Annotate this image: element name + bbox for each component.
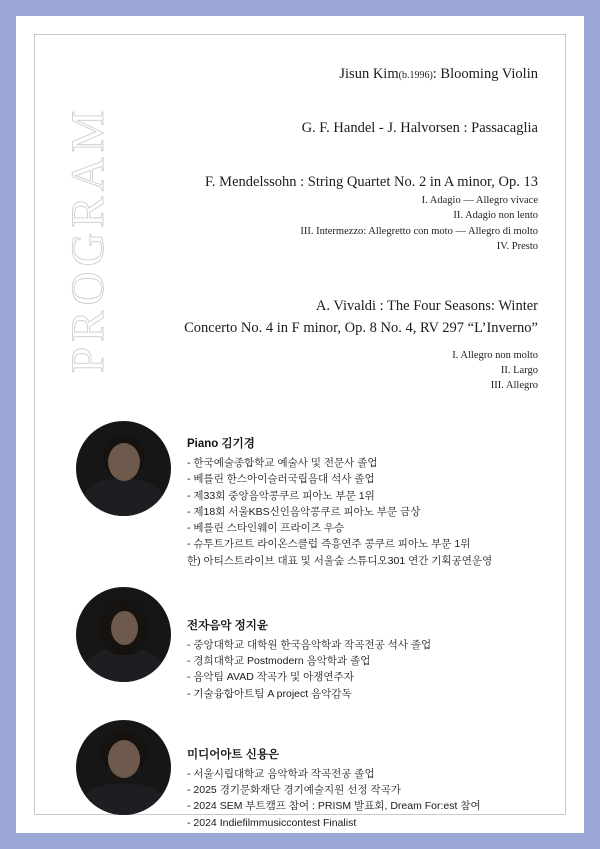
program-item — [108, 64, 538, 86]
piece-title-note: (b.1996) — [398, 70, 433, 81]
performer-bios — [76, 421, 526, 849]
bio-line: - 기술융합아트팀 A project 음악감독 — [187, 687, 352, 700]
bio-entry — [76, 421, 526, 569]
bio-line: - 제33회 중앙음악콩쿠르 피아노 부문 1위 — [187, 489, 375, 502]
piece-subtitle: Concerto No. 4 in F minor, Op. 8 No. 4, RV 297 “L’Inverno” — [184, 319, 538, 336]
bio-entry — [76, 587, 526, 702]
watermark-program: PROGRAM — [62, 105, 114, 373]
bio-line: - 서울시립대학교 음악학과 작곡전공 졸업 — [187, 767, 375, 780]
bio-line: - 2025 경기문화재단 경기예술지원 선정 작곡가 — [187, 784, 401, 797]
program-list — [108, 64, 538, 413]
movement: II. Adagio non lento — [453, 210, 538, 222]
piece-title-rest: : Blooming Violin — [432, 66, 538, 82]
movement: III. Intermezzo: Allegretto con moto — Allegro di molto — [300, 225, 538, 237]
performer-name: 전자음악 정지윤 — [187, 619, 268, 632]
performer-photo — [76, 720, 171, 815]
bio-line: - 음악팀 AVAD 작곡가 및 아쟁연주자 — [187, 671, 354, 684]
program-item — [108, 172, 538, 255]
bio-line: - 베를린 스타인웨이 프라이즈 우승 — [187, 522, 345, 535]
piece-title — [108, 296, 538, 318]
spacer — [108, 106, 538, 118]
performer-name: Piano 김기경 — [187, 438, 255, 450]
program-page — [16, 16, 584, 833]
program-item — [108, 118, 538, 140]
piece-title-main: Jisun Kim — [339, 66, 399, 82]
bio-line: - 경희대학교 Postmodern 음악학과 졸업 — [187, 655, 371, 668]
spacer — [108, 160, 538, 172]
performer-name: 미디어아트 신용은 — [187, 748, 280, 761]
piece-title-main: G. F. Handel - J. Halvorsen : Passacaglia — [301, 119, 538, 136]
piece-title-main: F. Mendelssohn : String Quartet No. 2 in A minor, Op. 13 — [205, 173, 538, 190]
bio-line: - 2024 Indiefilmmusiccontest Finalist — [187, 816, 357, 829]
bio-line: - 중앙대학교 대학원 한국음악학과 작곡전공 석사 졸업 — [187, 638, 432, 651]
movement: I. Allegro non molto — [452, 349, 538, 361]
performer-photo — [76, 421, 171, 516]
piece-title-main: A. Vivaldi : The Four Seasons: Winter — [315, 298, 538, 315]
program-item — [108, 296, 538, 393]
bio-line: - 제18회 서울KBS신인음악콩쿠르 피아노 부문 금상 — [187, 505, 421, 518]
movement: II. Largo — [500, 364, 538, 376]
bio-text — [187, 421, 492, 569]
piece-title — [108, 64, 538, 86]
piece-title — [108, 172, 538, 194]
bio-line: - 한국예술종합학교 예술사 및 전문사 졸업 — [187, 457, 378, 469]
movement: III. Allegro — [490, 380, 538, 392]
bio-line: - 슈투트가르트 라이온스클럽 즉흥연주 콩쿠르 피아노 부문 1위 — [187, 538, 471, 551]
bio-text — [187, 587, 431, 702]
spacer — [108, 274, 538, 296]
performer-photo — [76, 587, 171, 682]
bio-line: - 2024 SEM 부트캠프 참여 : PRISM 발표회, Dream For:est 참여 — [187, 800, 481, 813]
bio-text — [187, 720, 481, 831]
movement: IV. Presto — [496, 240, 538, 252]
bio-entry — [76, 720, 526, 831]
bio-line: - 베를린 한스아이슬러국립음대 석사 졸업 — [187, 473, 375, 486]
movement: I. Adagio — Allegro vivace — [421, 195, 538, 207]
bio-line: 한) 아티스트라이브 대표 및 서울숲 스튜디오301 연간 기획공연운영 — [187, 554, 493, 567]
piece-title — [108, 118, 538, 140]
